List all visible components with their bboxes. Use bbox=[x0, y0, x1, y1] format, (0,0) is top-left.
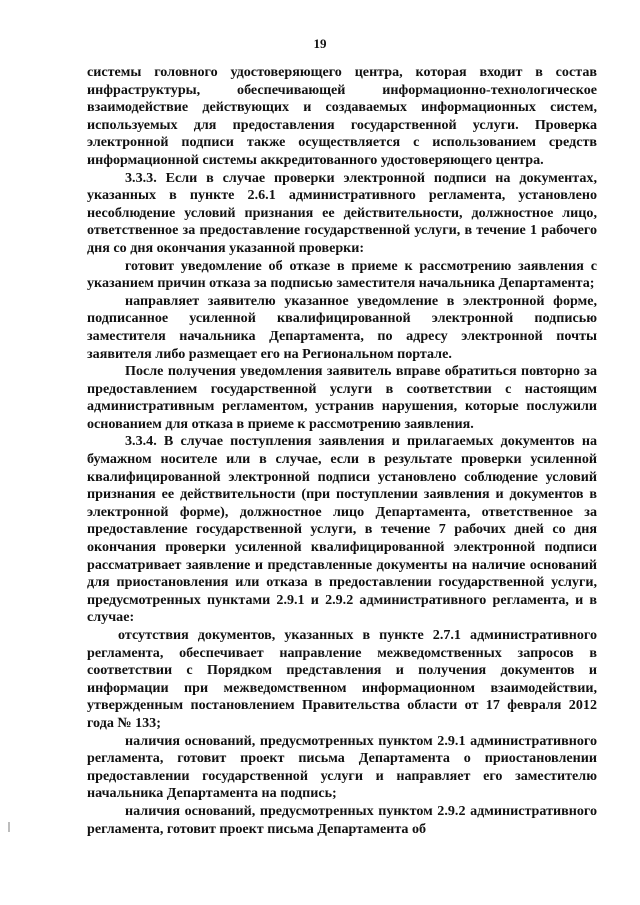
paragraph-4: направляет заявителю указанное уведомление в электронной форме, подписанное усиленной квалифицированной электронной подписью заместителя начальника Департамента, по адресу электронной почты заявителя либо размещает его на Региональном портале. bbox=[87, 292, 597, 362]
paragraph-9: наличия оснований, предусмотренных пунктом 2.9.2 административного регламента, готовит проект письма Департамента об bbox=[87, 802, 597, 837]
paragraph-3: готовит уведомление об отказе в приеме к рассмотрению заявления с указанием причин отказа за подписью заместителя начальника Департамента; bbox=[87, 257, 597, 292]
paragraph-7: отсутствия документов, указанных в пункте 2.7.1 административного регламента, обеспечивает направление межведомственных запросов в соответствии с Порядком представления и получения документов и информации при межведомственном информационном взаимодействии, утвержденным постановлением Правительства области от 17 февраля 2012 года № 133; bbox=[87, 627, 597, 731]
page-number: 19 bbox=[313, 36, 327, 51]
scan-margin-mark bbox=[8, 822, 10, 832]
paragraph-2: 3.3.3. Если в случае проверки электронной подписи на документах, указанных в пункте 2.6.1 административного регламента, установлено несоблюдение условий признания ее действительности, должностное лицо, ответственное за предоставление государственной услуги, в течение 1 рабочего дня со дня окончания указанной проверки: bbox=[87, 169, 597, 256]
paragraph-8: наличия оснований, предусмотренных пунктом 2.9.1 административного регламента, готовит проект письма Департамента о приостановлении предоставлении государственной услуги и направляет его заместителю начальника Департамента на подпись; bbox=[87, 732, 597, 802]
paragraph-1: системы головного удостоверяющего центра, которая входит в состав инфраструктуры, обеспечивающей информационно-технологическое взаимодействие действующих и создаваемых информационных систем, используемых для предоставления государственной услуги. Проверка электронной подписи также осуществляется с использованием средств информационной системы аккредитованного удостоверяющего центра. bbox=[87, 64, 597, 168]
paragraph-6: 3.3.4. В случае поступления заявления и прилагаемых документов на бумажном носителе или в случае, если в результате проверки усиленной квалифицированной электронной подписи установлено соблюдение условий признания ее действительности (при поступлении заявления и документов в электронной форме), должностное лицо Департамента, ответственное за предоставление государственной услуги, в течение 7 рабочих дней со дня окончания проверки усиленной квалифицированной электронной подписи рассматривает заявление и представленные документы на наличие оснований для приостановления или отказа в предоставлении государственной услуги, предусмотренных пунктами 2.9.1 и 2.9.2 административного регламента, и в случае: bbox=[87, 433, 597, 626]
paragraph-5: После получения уведомления заявитель вправе обратиться повторно за предоставлением государственной услуги в соответствии с настоящим административным регламентом, устранив нарушения, которые послужили основанием для отказа в приеме к рассмотрению заявления. bbox=[87, 363, 597, 432]
document-body bbox=[87, 64, 597, 838]
